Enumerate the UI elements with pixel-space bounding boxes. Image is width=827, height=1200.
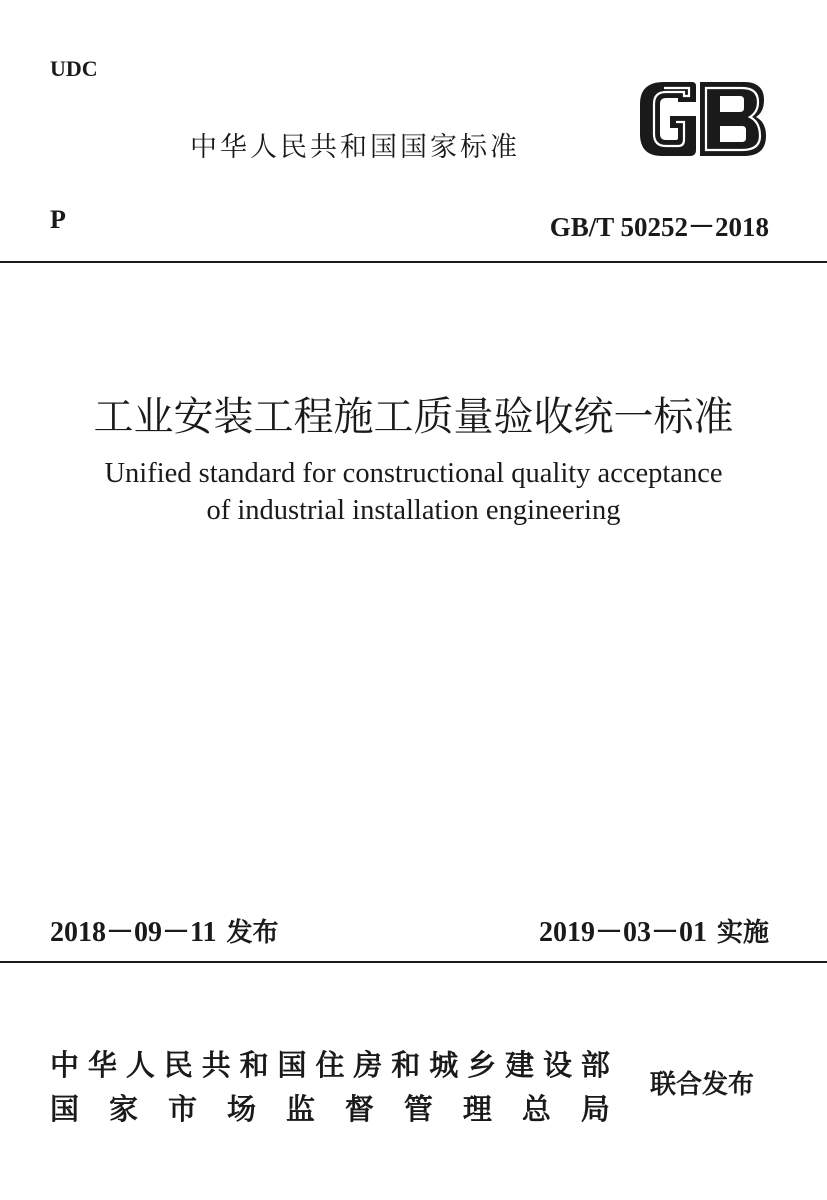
- title-english-line-2: of industrial installation engineering: [206, 495, 621, 526]
- bottom-divider: [0, 961, 827, 963]
- publisher-char: 和: [391, 1048, 421, 1082]
- issue-label: 发布: [226, 918, 279, 948]
- publisher-char: 理: [462, 1092, 492, 1126]
- top-divider: [0, 261, 827, 263]
- title-english: [0, 455, 827, 529]
- publisher-ministry: [50, 1043, 610, 1084]
- publisher-char: 家: [108, 1092, 138, 1126]
- implementation-date-block: [539, 910, 769, 950]
- publisher-char: 房: [353, 1048, 383, 1082]
- publisher-char: 设: [542, 1048, 572, 1082]
- publisher-char: 人: [125, 1048, 155, 1082]
- publisher-char: 城: [429, 1048, 459, 1082]
- publisher-char: 中: [50, 1048, 80, 1082]
- implementation-date: 2019－03－01: [538, 917, 707, 948]
- title-chinese: 工业安装工程施工质量验收统一标准: [93, 394, 734, 440]
- issue-date-block: [50, 910, 278, 950]
- publisher-char: 场: [226, 1092, 256, 1126]
- publisher-char: 监: [285, 1092, 315, 1126]
- standard-number: GB/T 50252－2018: [549, 212, 769, 242]
- publisher-char: 管: [403, 1092, 433, 1126]
- category-code: P: [50, 205, 66, 234]
- publisher-char: 部: [580, 1048, 610, 1082]
- publisher-char: 建: [505, 1048, 535, 1082]
- publisher-char: 国: [50, 1092, 80, 1126]
- publisher-char: 共: [201, 1048, 231, 1082]
- gb-logo: [626, 80, 768, 158]
- national-standard-heading: 中华人民共和国国家标准: [190, 132, 520, 163]
- publisher-char: 和: [239, 1048, 269, 1082]
- joint-issue-label: 联合发布: [650, 1070, 755, 1100]
- publisher-char: 局: [580, 1092, 610, 1126]
- publisher-char: 华: [87, 1048, 117, 1082]
- publisher-char: 国: [277, 1048, 307, 1082]
- publisher-char: 乡: [467, 1048, 497, 1082]
- publisher-char: 市: [167, 1092, 197, 1126]
- publisher-char: 住: [315, 1048, 345, 1082]
- implementation-label: 实施: [716, 918, 769, 948]
- publisher-char: 民: [163, 1048, 193, 1082]
- publisher-char: 总: [521, 1092, 551, 1126]
- udc-label: UDC: [50, 56, 98, 81]
- title-english-line-1: Unified standard for constructional quality acceptance: [104, 458, 723, 489]
- publisher-administration: [50, 1087, 610, 1128]
- issue-date: 2018－09－11: [50, 917, 217, 948]
- publisher-char: 督: [344, 1092, 374, 1126]
